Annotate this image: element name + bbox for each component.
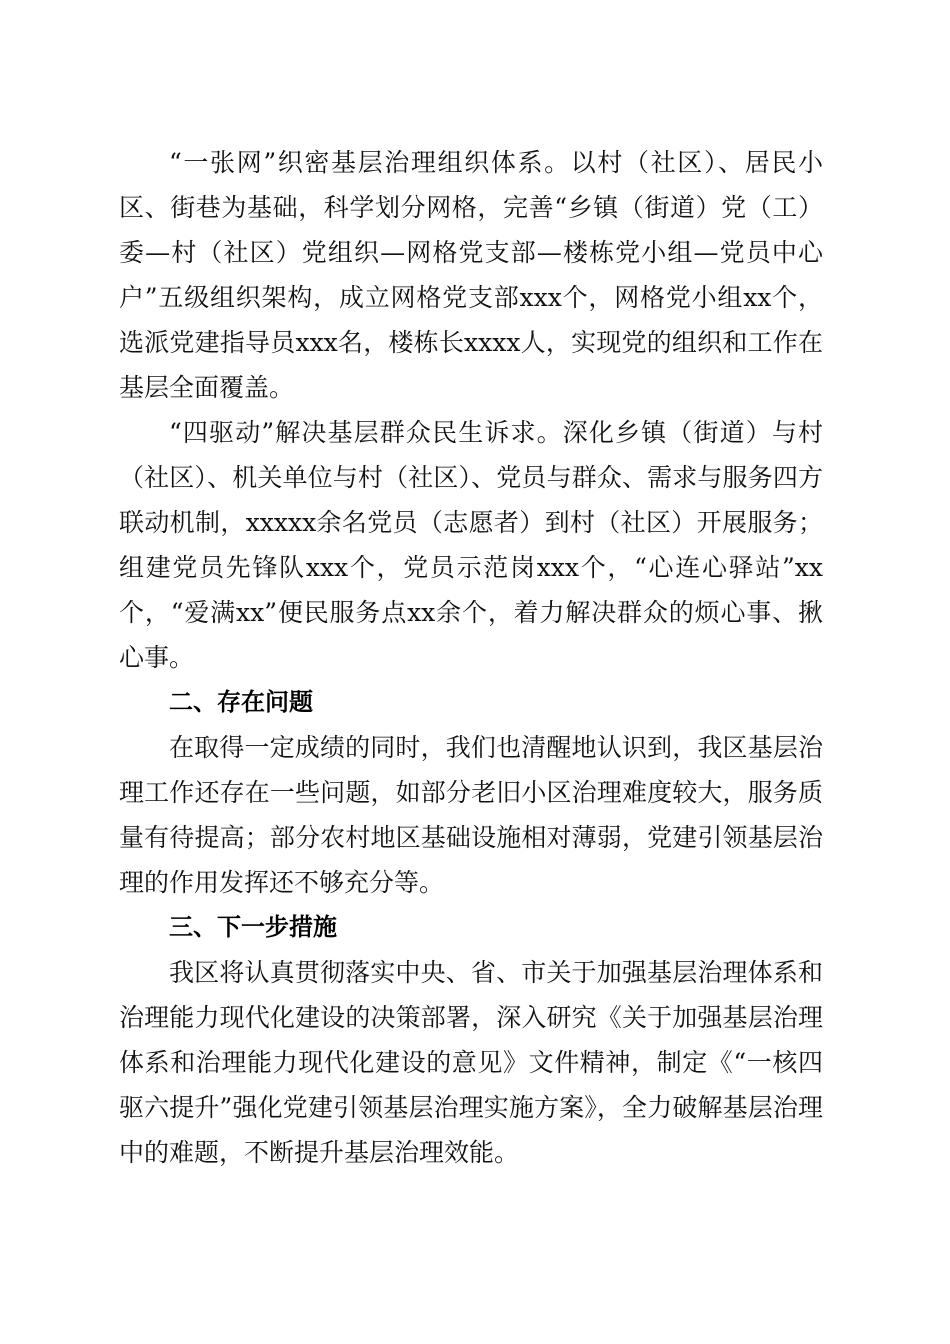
paragraph-next-steps: 我区将认真贯彻落实中央、省、市关于加强基层治理体系和治理能力现代化建设的决策部署，深入研究《关于加强基层治理体系和治理能力现代化建设的意见》文件精神，制定《“一核四驱六提升”强化党建引领基层治理实施方案》，全力破解基层治理中的难题，不断提升基层治理效能。	[119, 958, 823, 1167]
paragraph-problems: 在取得一定成绩的同时，我们也清醒地认识到，我区基层治理工作还存在一些问题，如部分老旧小区治理难度较大，服务质量有待提高；部分农村地区基础设施相对薄弱，党建引领基层治理的作用发挥还不够充分等。	[119, 733, 823, 897]
paragraph-one-network: “一张网”织密基层治理组织体系。以村（社区）、居民小区、街巷为基础，科学划分网格，完善“乡镇（街道）党（工）委—村（社区）党组织—网格党支部—楼栋党小组—党员中心户”五级组织架构，成立网格党支部xxx个，网格党小组xx个，选派党建指导员xxx名，楼栋长xxxx人，实现党的组织和工作在基层全面覆盖。	[119, 148, 823, 402]
section-heading-problems: 二、存在问题	[169, 688, 313, 716]
section-heading-next-steps: 三、下一步措施	[169, 913, 337, 941]
document-body	[119, 140, 823, 1175]
paragraph-four-drivers: “四驱动”解决基层群众民生诉求。深化乡镇（街道）与村（社区）、机关单位与村（社区）、党员与群众、需求与服务四方联动机制，xxxxx余名党员（志愿者）到村（社区）开展服务；组建党员先锋队xxx个，党员示范岗xxx个，“心连心驿站”xx个，“爱满xx”便民服务点xx余个，着力解决群众的烦心事、揪心事。	[119, 418, 823, 672]
